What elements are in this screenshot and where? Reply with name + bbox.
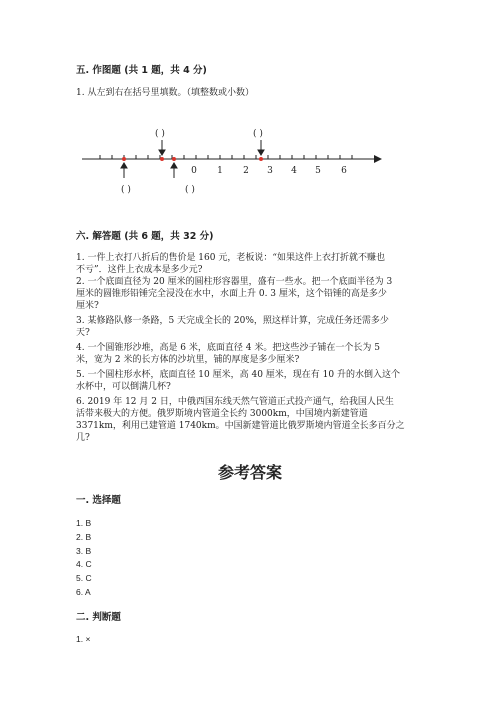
tick-label-4: 4 [291,166,297,176]
text-line: 厘米? [76,301,99,311]
text-line: 6. 2019 年 12 月 2 日，中俄西国东线天然气管道正式投产通气，给我国人民生 [76,397,394,407]
section-6-title: 六. 解答题 (共 6 题，共 32 分) [76,231,214,242]
tick-label-6: 6 [341,166,347,176]
text-line: 5. 一个圆柱形水杯，底面直径 10 厘米，高 40 厘米，现在有 10 升的水倒入这个 [76,370,400,380]
text-line: 米，宽为 2 米的长方体的沙坑里，铺的厚度是多少厘米? [76,355,300,365]
answer-item: 6. A [76,587,91,597]
arrow-up-icon [121,163,127,178]
text-line: 几? [76,433,90,443]
answer-item: 1. × [76,634,91,644]
answer-item: 4. C [76,559,92,569]
tick-marks [100,155,352,159]
point-d [259,157,263,161]
arrow-up-icon [171,163,177,178]
answer-blank-bottom-1: ( ) [121,185,131,195]
text-line: 1. 一件上衣打八折后的售价是 160 元，老板说：“如果这件上衣打折就不赚也 [76,253,385,263]
answer-item: 1. B [76,518,92,528]
tick-label-0: 0 [191,166,197,176]
point-a [122,157,126,161]
text-line: 4. 一个圆锥形沙堆，高是 6 米，底面直径 4 米。把这些沙子铺在一个长为 5 [76,343,380,353]
tick-label-3: 3 [267,166,273,176]
answer-item: 2. B [76,532,92,542]
tick-label-5: 5 [315,166,321,176]
answer-blank-top-1: ( ) [155,129,165,139]
text-line: 厘米的圆锥形铅锤完全浸没在水中，水面上升 0. 3 厘米，这个铅锤的高是多少 [76,289,387,299]
answer-item: 3. B [76,546,92,556]
axis-arrow-icon [374,155,382,163]
arrow-down-icon [258,140,264,155]
text-line: 活带来极大的方便。俄罗斯境内管道全长约 3000km，中国境内新建管道 [76,409,368,419]
answer-section-2-title: 二. 判断题 [76,612,121,623]
answer-section-1-title: 一. 选择题 [76,495,121,506]
text-line: 水杯中，可以倒满几杯? [76,382,171,392]
answer-item: 5. C [76,573,92,583]
point-b [160,157,164,161]
text-line: 天? [76,328,90,338]
answer-blank-top-2: ( ) [253,129,263,139]
text-line: 3. 某修路队修一条路，5 天完成全长的 20%，照这样计算，完成任务还需多少 [76,316,389,326]
answer-blank-bottom-2: ( ) [185,185,195,195]
arrow-down-icon [159,140,165,155]
tick-label-1: 1 [217,166,223,176]
tick-label-2: 2 [243,166,249,176]
text-line: 不亏”．这件上衣成本是多少元? [76,265,203,275]
number-line-figure [70,118,390,198]
question-5-1: 1. 从左到右在括号里填数。（填整数或小数） [76,88,254,98]
section-5-title: 五. 作图题 (共 1 题，共 4 分) [76,65,207,76]
text-line: 3371km，利用已建管道 1740km。中国新建管道比俄罗斯境内管道全长多百分之 [76,421,405,431]
text-line: 2. 一个底面直径为 20 厘米的圆柱形容器里，盛有一些水。把一个底面半径为 3 [76,277,393,287]
point-c [172,157,176,161]
answer-key-title: 参考答案 [217,463,282,482]
